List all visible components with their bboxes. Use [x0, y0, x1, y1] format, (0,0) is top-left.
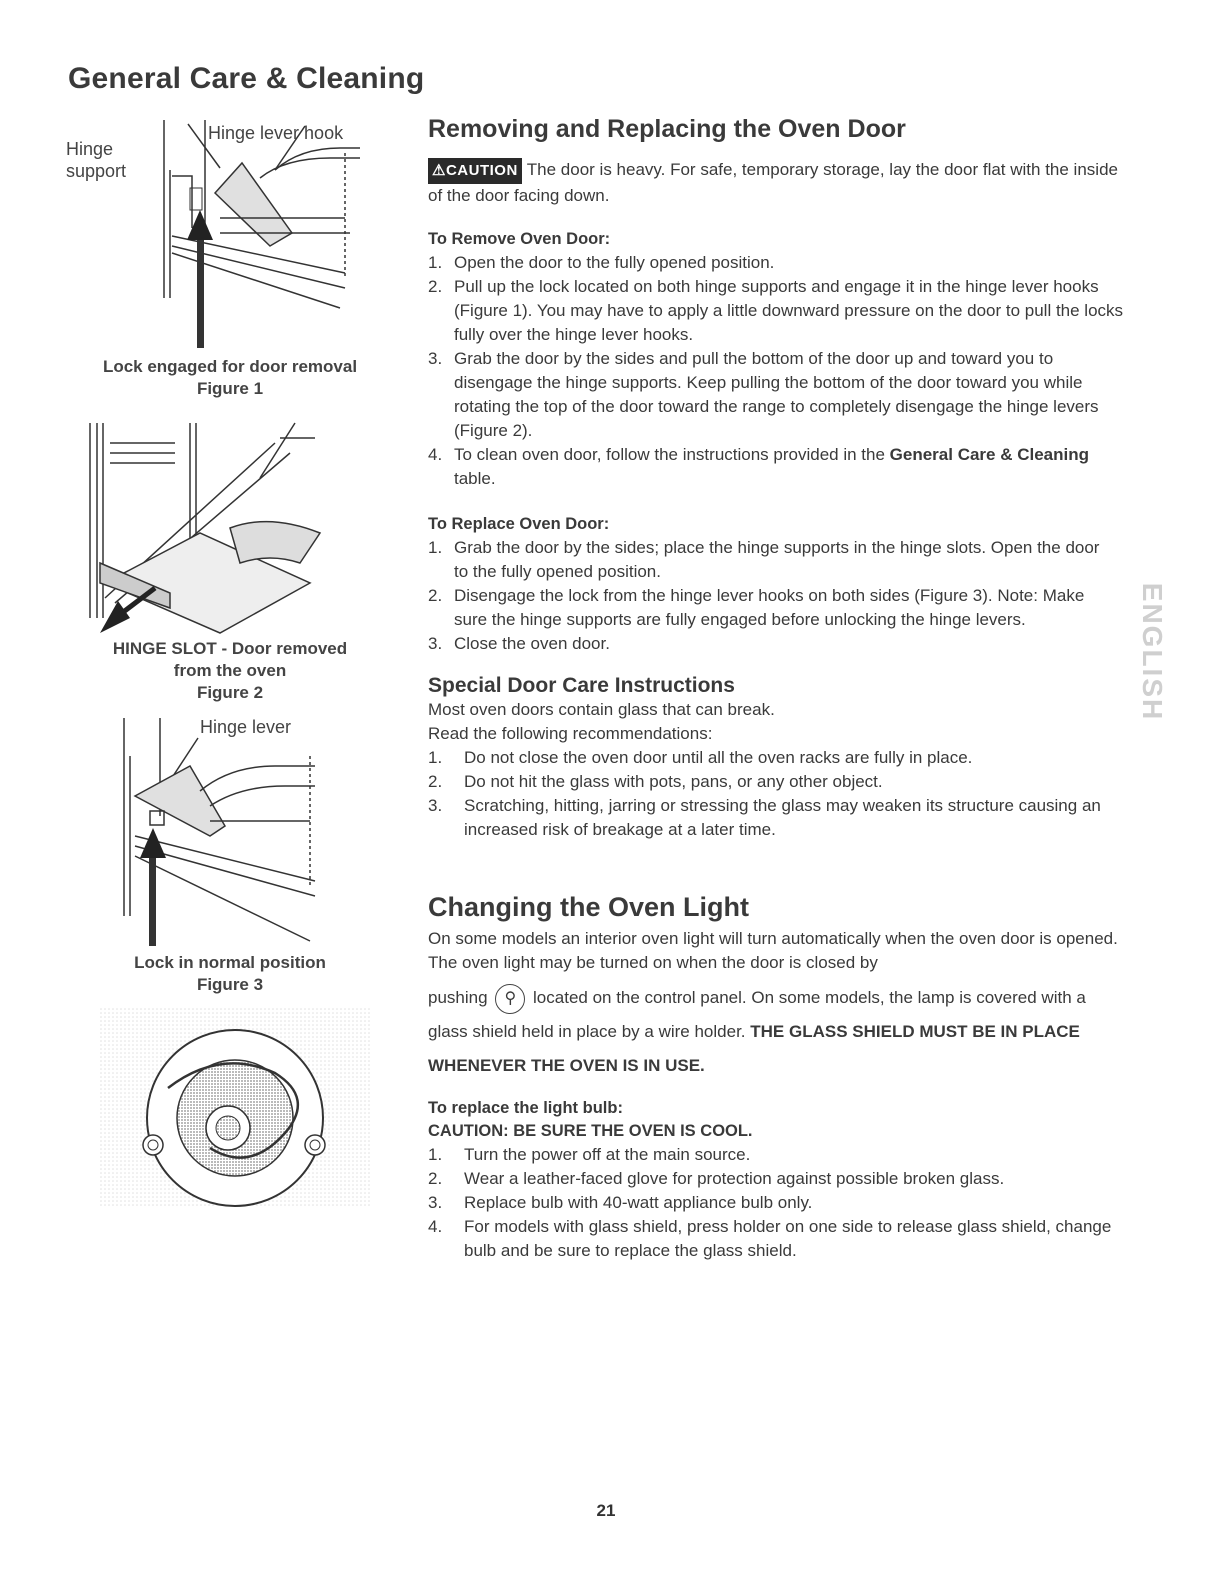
door-section-heading: Removing and Replacing the Oven Door	[428, 115, 906, 143]
page-number: 21	[596, 1501, 616, 1520]
hinge-support-label: Hinge support	[66, 139, 127, 181]
replace-bulb-steps	[428, 1143, 1128, 1263]
remove-door-steps	[428, 251, 1128, 443]
list-item: 1. Grab the door by the sides; place the hinge supports in the hinge slots. Open the door to the fully opened position.	[428, 538, 1100, 581]
figure-3	[60, 716, 400, 994]
list-item: 2. Disengage the lock from the hinge lever hooks on both sides (Figure 3). Note: Make sure the hinge supports are fully engaged before unlocking the hinge levers.	[428, 586, 1085, 629]
caution-badge: ⚠CAUTION	[428, 158, 522, 184]
bulb-caution: CAUTION: BE SURE THE OVEN IS COOL.	[428, 1122, 753, 1140]
page-title: General Care & Cleaning	[68, 62, 425, 95]
list-item: 3. Scratching, hitting, jarring or stressing the glass may weaken its structure causing an increased risk of breakage at a later time.	[428, 796, 1101, 839]
list-item: 3. Close the oven door.	[428, 634, 610, 653]
hinge-lever-hook-label: Hinge lever hook	[208, 123, 344, 143]
list-item: 1. Open the door to the fully opened position.	[428, 253, 775, 272]
door-removed-illustration	[60, 418, 400, 638]
list-item: 4. To clean oven door, follow the instructions provided in the General Care & Cleaning table.	[428, 445, 1089, 488]
figure-1-caption: Lock engaged for door removal Figure 1	[102, 357, 358, 398]
light-paragraph-2: pushing ⚲ located on the control panel. On some models, the lamp is covered with a glass shield held in place by a wire holder. THE GLASS SHIELD MUST BE IN PLACE WHENEVER THE OVEN IS IN USE.	[428, 981, 1128, 1083]
list-item: 2. Do not hit the glass with pots, pans, or any other object.	[428, 772, 883, 791]
light-section-heading: Changing the Oven Light	[428, 892, 749, 922]
list-item: 4. For models with glass shield, press holder on one side to release glass shield, change bulb and be sure to replace the glass shield.	[428, 1217, 1112, 1260]
list-item: 1. Do not close the oven door until all the oven racks are fully in place.	[428, 748, 973, 767]
figure-2	[60, 418, 400, 708]
special-intro-2: Read the following recommendations:	[428, 724, 713, 743]
replace-door-heading: To Replace Oven Door:	[428, 515, 610, 533]
list-item: 1. Turn the power off at the main source.	[428, 1145, 751, 1164]
figure-2-caption: HINGE SLOT - Door removed from the oven Figure 2	[112, 639, 348, 702]
list-item: 3. Grab the door by the sides and pull the bottom of the door up and toward you to disengage the hinge supports. Keep pulling the bottom of the door toward you while rotating the top of the door toward the range to completely disengage the hinge levers (Figure 2).	[428, 349, 1099, 440]
content-column	[428, 115, 1128, 1263]
replace-door-steps	[428, 536, 1100, 656]
special-intro-1: Most oven doors contain glass that can break.	[428, 700, 775, 719]
remove-door-step-4	[428, 443, 1128, 491]
special-care-steps	[428, 746, 1128, 842]
special-section-heading: Special Door Care Instructions	[428, 674, 735, 697]
light-paragraph-1: On some models an interior oven light will turn automatically when the oven door is opened. The oven light may be turned on when the door is closed by	[428, 929, 1118, 972]
language-tab: ENGLISH	[1137, 582, 1168, 722]
lightbulb-icon: ⚲	[495, 984, 525, 1014]
caution-paragraph: ⚠CAUTION The door is heavy. For safe, temporary storage, lay the door flat with the inside of the door facing down.	[428, 160, 1118, 205]
remove-door-heading: To Remove Oven Door:	[428, 230, 611, 248]
list-item: 2. Pull up the lock located on both hinge supports and engage it in the hinge lever hooks (Figure 1). You may have to apply a little downward pressure on the door to pull the locks fully over the hinge lever hooks.	[428, 277, 1124, 344]
figure-3-caption: Lock in normal position Figure 3	[134, 953, 326, 994]
list-item: 2. Wear a leather-faced glove for protection against possible broken glass.	[428, 1169, 1005, 1188]
figure-1	[60, 118, 400, 403]
replace-bulb-heading: To replace the light bulb:	[428, 1099, 623, 1117]
hinge-lever-label: Hinge lever	[200, 717, 292, 737]
oven-light-illustration	[100, 1008, 370, 1208]
hinge-lock-engaged-illustration	[60, 118, 400, 348]
list-item: 3. Replace bulb with 40-watt appliance bulb only.	[428, 1193, 813, 1212]
lock-normal-position-illustration	[60, 716, 400, 946]
